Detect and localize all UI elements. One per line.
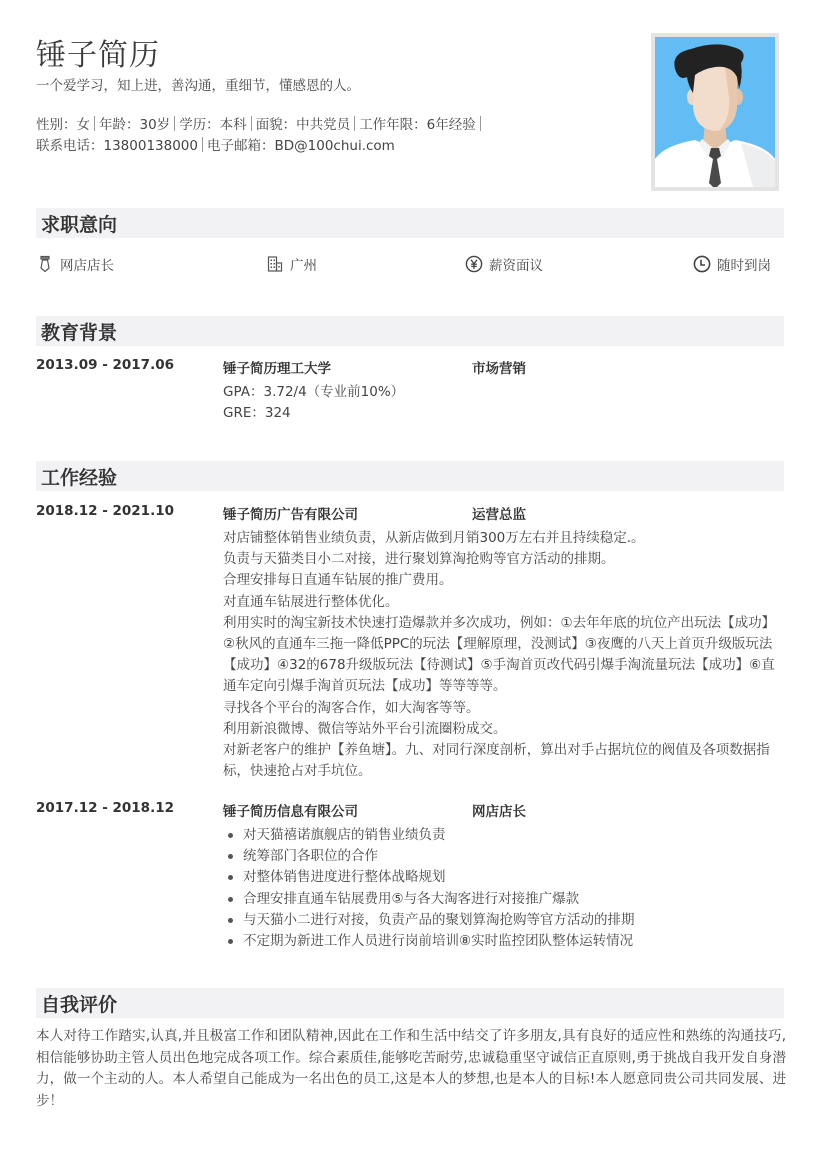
personal-info-line <box>36 113 485 133</box>
info-phone: 联系电话：13800138000 <box>36 138 198 154</box>
info-gender: 性别：女 <box>36 117 90 133</box>
intention-salary <box>465 253 543 275</box>
work-company: 锤子简历广告有限公司 <box>223 507 358 523</box>
section-title: 教育背景 <box>41 322 118 344</box>
work-line: 利用实时的淘宝新技术快速打造爆款并多次成功，例如：①去年年底的坑位产出玩法【成功】②秋风的直通车三拖一降低PPC的玩法【理解原理，没测试】③夜鹰的八天上首页升级版玩法【成功】④32的678升级版玩法【待测试】⑤手淘首页改代码引爆手淘流量玩法【成功】⑥直通车定向引爆手淘首页玩法【成功】等等等等。 <box>223 614 776 695</box>
info-experience-years: 工作年限：6年经验 <box>359 117 476 133</box>
list-item: 合理安排直通车钻展费用⑤与各大淘客进行对接推广爆款 <box>223 889 785 910</box>
education-gpa: GPA：3.72/4（专业前10%） <box>223 384 405 400</box>
work-period: 2018.12 - 2021.10 <box>36 503 174 519</box>
divider <box>202 137 203 152</box>
work-line: 寻找各个平台的淘客合作，如大淘客等等。 <box>223 699 480 716</box>
intention-city <box>266 253 317 275</box>
intention-salary-label: 薪资面议 <box>489 258 543 274</box>
resume-motto: 一个爱学习，知上进，善沟通，重细节，懂感恩的人。 <box>36 78 360 94</box>
work-line: 对店铺整体销售业绩负责，从新店做到月销300万左右并且持续稳定.。 <box>223 530 645 546</box>
info-age: 年龄：30岁 <box>99 117 171 133</box>
section-title: 工作经验 <box>41 467 118 489</box>
education-period: 2013.09 - 2017.06 <box>36 357 174 373</box>
section-header-work <box>36 461 784 491</box>
education-details <box>223 382 785 424</box>
intention-position-label: 网店店长 <box>60 258 114 274</box>
list-item: 与天猫小二进行对接，负责产品的聚划算淘抢购等官方活动的排期 <box>223 910 785 931</box>
info-political-status: 面貌：中共党员 <box>255 117 351 133</box>
work-title: 网店店长 <box>472 804 526 820</box>
list-item: 对整体销售进度进行整体战略规划 <box>223 867 785 888</box>
work-line: 合理安排每日直通车钻展的推广费用。 <box>223 572 453 589</box>
intention-city-label: 广州 <box>290 258 317 274</box>
clock-icon <box>693 255 711 273</box>
work-bullets <box>223 825 785 952</box>
work-company: 锤子简历信息有限公司 <box>223 804 358 820</box>
divider <box>354 116 355 131</box>
section-title: 求职意向 <box>41 214 118 236</box>
avatar-illustration-icon <box>655 37 775 187</box>
resume-name: 锤子简历 <box>36 38 160 73</box>
divider <box>251 116 252 131</box>
divider <box>94 116 95 131</box>
building-icon <box>266 255 284 273</box>
divider <box>480 116 481 131</box>
education-school: 锤子简历理工大学 <box>223 361 331 377</box>
section-header-education <box>36 316 784 346</box>
self-evaluation-text: 本人对待工作踏实,认真,并且极富工作和团队精神,因此在工作和生活中结交了许多朋友,具有良好的适应性和熟练的沟通技巧,相信能够协助主管人员出色地完成各项工作。综合素质佳,能够吃苦耐劳,忠诚稳重坚守诚信正直原则,勇于挑战自我开发自身潜力，做一个主动的人。本人希望自己能成为一名出色的员工,这是本人的梦想,也是本人的目标!本人愿意同贵公司共同发展、进步！ <box>36 1028 786 1109</box>
work-description <box>223 528 785 782</box>
education-gre: GRE：324 <box>223 405 291 422</box>
work-line: 对直通车钻展进行整体优化。 <box>223 593 399 610</box>
work-period: 2017.12 - 2018.12 <box>36 800 174 816</box>
section-header-self-evaluation <box>36 988 784 1018</box>
info-education: 学历：本科 <box>179 117 247 133</box>
section-header-intention <box>36 208 784 238</box>
work-title: 运营总监 <box>472 507 526 523</box>
list-item: 对天猫禧诺旗舰店的销售业绩负责 <box>223 825 785 846</box>
work-line: 负责与天猫类目小二对接，进行聚划算淘抢购等官方活动的排期。 <box>223 551 615 568</box>
info-email: 电子邮箱：BD@100chui.com <box>206 138 395 154</box>
work-line: 对新老客户的维护【养鱼塘】。九、对同行深度剖析，算出对手占据坑位的阀值及各项数据指标，快速抢占对手坑位。 <box>223 742 770 780</box>
intention-availability <box>693 253 771 275</box>
list-item: 统筹部门各职位的合作 <box>223 846 785 867</box>
avatar <box>651 33 779 191</box>
work-line: 利用新浪微博、微信等站外平台引流圈粉成交。 <box>223 720 507 737</box>
tie-icon <box>36 255 54 273</box>
yen-icon <box>465 255 483 273</box>
intention-position <box>36 253 114 275</box>
contact-info-line <box>36 134 395 154</box>
list-item: 不定期为新进工作人员进行岗前培训⑧实时监控团队整体运转情况 <box>223 931 785 952</box>
divider <box>174 116 175 131</box>
intention-availability-label: 随时到岗 <box>717 258 771 274</box>
education-major: 市场营销 <box>472 361 526 377</box>
section-title: 自我评价 <box>41 994 118 1016</box>
